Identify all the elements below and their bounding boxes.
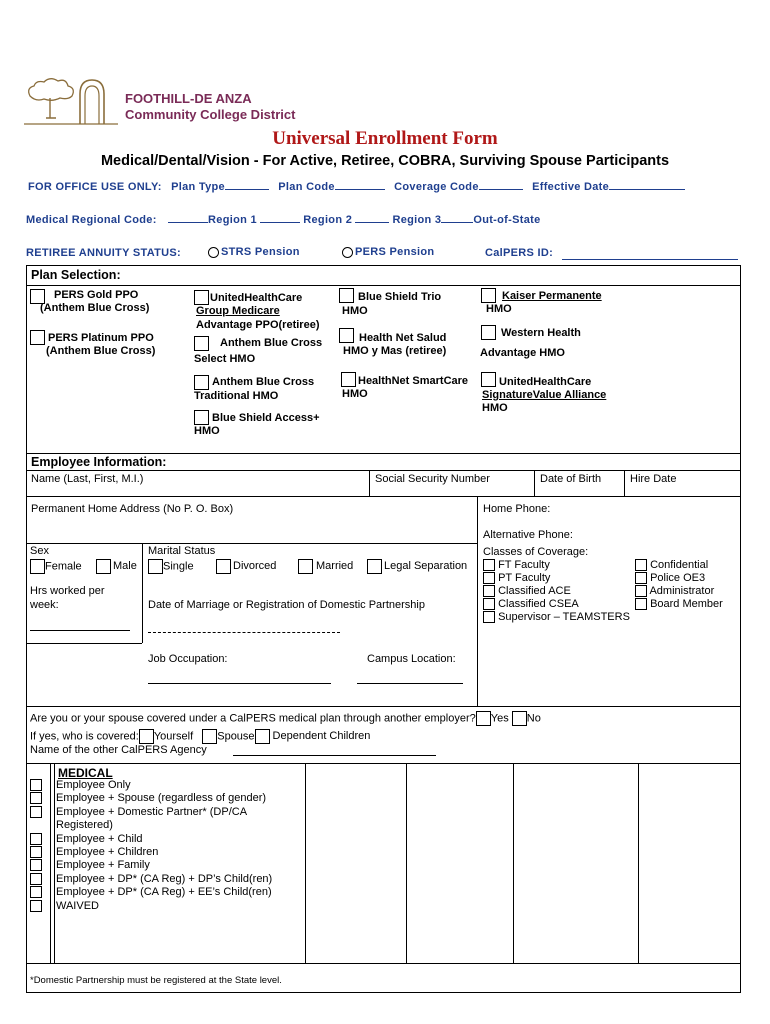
class-item[interactable] xyxy=(635,585,723,598)
hire-date-field-label[interactable]: Hire Date xyxy=(630,473,677,485)
job-occupation-line[interactable] xyxy=(148,683,331,684)
medical-checkbox[interactable] xyxy=(30,792,42,804)
anthem-traditional-checkbox[interactable] xyxy=(194,375,209,390)
classes-label: Classes of Coverage: xyxy=(483,546,589,558)
bs-access-label-1: Blue Shield Access+ xyxy=(212,412,320,424)
spouse-checkbox[interactable] xyxy=(202,729,217,744)
regional-row xyxy=(26,214,541,226)
pers-platinum-label: PERS Platinum PPO xyxy=(48,332,154,344)
logo-line-2: Community College District xyxy=(125,107,296,122)
office-label: FOR OFFICE USE ONLY: xyxy=(28,181,162,193)
uhc-signature-checkbox[interactable] xyxy=(481,372,496,387)
campus-location-label: Campus Location: xyxy=(367,653,456,665)
medical-item[interactable] xyxy=(30,886,272,899)
western-label-1: Western Health xyxy=(501,327,581,339)
strs-label: STRS Pension xyxy=(221,246,300,258)
uhc-medicare-checkbox[interactable] xyxy=(194,290,209,305)
pers-option[interactable] xyxy=(342,246,434,258)
dependent-label: Dependent Children xyxy=(272,730,371,743)
yes-checkbox[interactable] xyxy=(476,711,491,726)
class-checkbox[interactable] xyxy=(635,598,647,610)
single-option[interactable] xyxy=(148,559,194,574)
tree-arch-logo-icon xyxy=(22,74,122,130)
region-2: Region 2 xyxy=(303,214,353,226)
class-label: Administrator xyxy=(649,585,715,597)
medical-checkbox[interactable] xyxy=(30,846,42,858)
plan-type-label: Plan Type xyxy=(171,181,225,193)
medical-item-label: WAIVED xyxy=(56,899,99,912)
medical-item-label: Employee + Children xyxy=(56,845,159,858)
retiree-label: RETIREE ANNUITY STATUS: xyxy=(26,247,181,259)
logo-line-1: FOOTHILL-DE ANZA xyxy=(125,91,252,106)
coverage-code-label: Coverage Code xyxy=(394,181,479,193)
spouse-label: Spouse xyxy=(217,730,255,743)
district-logo xyxy=(22,74,122,130)
dob-field-label[interactable]: Date of Birth xyxy=(540,473,602,485)
footnote: *Domestic Partnership must be registered at the State level. xyxy=(30,975,282,986)
class-item[interactable] xyxy=(483,598,630,611)
effective-date-label: Effective Date xyxy=(532,181,610,193)
male-option[interactable] xyxy=(96,559,137,574)
ssn-field-label[interactable]: Social Security Number xyxy=(375,473,490,485)
anthem-trad-label-2: Traditional HMO xyxy=(194,390,279,402)
uhc-sig-label-3: HMO xyxy=(482,402,508,414)
name-field-label[interactable]: Name (Last, First, M.I.) xyxy=(31,473,144,485)
marital-label: Marital Status xyxy=(148,545,216,557)
class-label: PT Faculty xyxy=(498,572,551,584)
health-net-salud-checkbox[interactable] xyxy=(339,328,354,343)
class-item[interactable] xyxy=(483,585,630,598)
kaiser-label-2: HMO xyxy=(486,303,512,315)
blue-shield-access-checkbox[interactable] xyxy=(194,410,209,425)
class-label: FT Faculty xyxy=(498,559,550,571)
employee-info-heading: Employee Information: xyxy=(31,455,167,469)
legal-separation-checkbox[interactable] xyxy=(367,559,382,574)
hn-salud-label-2: HMO y Mas (retiree) xyxy=(343,345,447,357)
married-label: Married xyxy=(316,560,354,573)
class-item[interactable] xyxy=(635,559,723,572)
class-label: Classified CSEA xyxy=(498,598,579,610)
pers-radio[interactable] xyxy=(342,247,353,258)
pers-platinum-checkbox[interactable] xyxy=(30,330,45,345)
marriage-date-line[interactable] xyxy=(148,632,340,633)
medical-checkbox[interactable] xyxy=(30,779,42,791)
kaiser-checkbox[interactable] xyxy=(481,288,496,303)
class-label: Classified ACE xyxy=(498,585,571,597)
pers-gold-label: PERS Gold PPO xyxy=(54,289,139,301)
hrs-input-line[interactable] xyxy=(30,630,130,631)
anthem-select-checkbox[interactable] xyxy=(194,336,209,351)
medical-item xyxy=(30,819,272,832)
single-checkbox[interactable] xyxy=(148,559,163,574)
hn-smart-label-1: HealthNet SmartCare xyxy=(358,375,469,387)
class-label: Police OE3 xyxy=(650,572,706,584)
class-item[interactable] xyxy=(483,572,630,585)
no-checkbox[interactable] xyxy=(512,711,527,726)
out-of-state: Out-of-State xyxy=(473,214,541,226)
campus-location-line[interactable] xyxy=(357,683,463,684)
medical-item-label: Employee + Domestic Partner* (DP/CA xyxy=(56,805,248,818)
medical-heading: MEDICAL xyxy=(58,766,113,780)
medical-checkbox[interactable] xyxy=(30,833,42,845)
calpers-id-label: CalPERS ID: xyxy=(485,247,554,259)
class-checkbox[interactable] xyxy=(483,611,495,623)
class-checkbox[interactable] xyxy=(483,585,495,597)
classes-right-list xyxy=(635,559,723,611)
medical-list xyxy=(30,779,272,913)
class-checkbox[interactable] xyxy=(635,572,647,584)
home-phone-label[interactable]: Home Phone: xyxy=(483,503,551,515)
medical-item[interactable] xyxy=(30,846,272,859)
medical-item[interactable] xyxy=(30,792,272,805)
class-checkbox[interactable] xyxy=(483,598,495,610)
uhc-label-2: Group Medicare xyxy=(196,305,280,317)
medical-item[interactable] xyxy=(30,779,272,792)
calpers-question-row xyxy=(30,711,541,726)
sex-label: Sex xyxy=(30,545,49,557)
if-yes-row xyxy=(30,729,370,744)
hn-salud-label-1: Health Net Salud xyxy=(359,332,447,344)
medical-item-label: Employee Only xyxy=(56,779,131,791)
medical-item[interactable] xyxy=(30,859,272,872)
region-1: Region 1 xyxy=(208,214,257,226)
female-checkbox[interactable] xyxy=(30,559,45,574)
regional-label: Medical Regional Code: xyxy=(26,214,157,226)
medical-item-label: Employee + Family xyxy=(56,859,150,872)
bs-trio-label-2: HMO xyxy=(342,305,368,317)
classes-left-list xyxy=(483,559,630,624)
bs-access-label-2: HMO xyxy=(194,425,220,437)
uhc-label-3: Advantage PPO(retiree) xyxy=(196,319,320,331)
office-use-row xyxy=(28,181,685,193)
plan-selection-heading: Plan Selection: xyxy=(31,268,121,282)
divorced-checkbox[interactable] xyxy=(216,559,231,574)
address-field-label[interactable]: Permanent Home Address (No P. O. Box) xyxy=(31,503,234,515)
medical-item[interactable] xyxy=(30,900,272,913)
medical-checkbox[interactable] xyxy=(30,873,42,885)
divorced-label: Divorced xyxy=(233,560,277,573)
yes-label: Yes xyxy=(490,712,509,725)
other-agency-label: Name of the other CalPERS Agency xyxy=(30,744,207,756)
legal-separation-label: Legal Separation xyxy=(384,560,468,573)
married-option[interactable] xyxy=(298,559,353,574)
other-agency-line[interactable] xyxy=(233,755,436,756)
calpers-id-line[interactable] xyxy=(562,259,738,260)
class-label: Supervisor – TEAMSTERS xyxy=(498,611,630,623)
female-label: Female xyxy=(45,560,82,573)
medical-item[interactable] xyxy=(30,806,272,819)
class-checkbox[interactable] xyxy=(483,559,495,571)
form-title: Universal Enrollment Form xyxy=(272,128,498,149)
if-yes-label: If yes, who is covered: xyxy=(30,730,139,743)
medical-checkbox[interactable] xyxy=(30,806,42,818)
yourself-label: Yourself xyxy=(153,730,194,743)
pers-gold-sub: (Anthem Blue Cross) xyxy=(40,302,150,314)
medical-item-label: Employee + DP* (CA Reg) + DP’s Child(ren) xyxy=(56,872,273,885)
anthem-select-label-1: Anthem Blue Cross xyxy=(220,337,323,349)
pers-label: PERS Pension xyxy=(355,246,435,258)
no-label: No xyxy=(526,712,541,725)
strs-option[interactable] xyxy=(208,246,300,258)
dependent-checkbox[interactable] xyxy=(255,729,270,744)
form-subtitle: Medical/Dental/Vision - For Active, Retiree, COBRA, Surviving Spouse Participants xyxy=(100,153,670,169)
medical-item[interactable] xyxy=(30,833,272,846)
bs-trio-label-1: Blue Shield Trio xyxy=(358,291,442,303)
male-label: Male xyxy=(113,560,137,573)
male-checkbox[interactable] xyxy=(96,559,111,574)
uhc-sig-label-1: UnitedHealthCare xyxy=(499,376,592,388)
job-occupation-label: Job Occupation: xyxy=(148,653,228,665)
medical-item-label: Employee + Spouse (regardless of gender) xyxy=(56,792,267,805)
medical-item[interactable] xyxy=(30,873,272,886)
marriage-date-label: Date of Marriage or Registration of Domestic Partnership xyxy=(148,599,425,611)
plan-code-label: Plan Code xyxy=(278,181,335,193)
hrs-label-1: Hrs worked per xyxy=(30,585,105,597)
class-item[interactable] xyxy=(635,598,723,611)
uhc-label-1: UnitedHealthCare xyxy=(210,292,303,304)
class-label: Confidential xyxy=(650,559,709,571)
anthem-select-label-2: Select HMO xyxy=(194,353,256,365)
legal-separation-option[interactable] xyxy=(367,559,467,574)
medical-item-label: Employee + DP* (CA Reg) + EE’s Child(ren) xyxy=(56,886,272,899)
blue-shield-trio-checkbox[interactable] xyxy=(339,288,354,303)
uhc-sig-label-2: SignatureValue Alliance xyxy=(482,389,607,401)
medical-checkbox[interactable] xyxy=(30,859,42,871)
region-3: Region 3 xyxy=(392,214,442,226)
healthnet-smartcare-checkbox[interactable] xyxy=(341,372,356,387)
medical-item-label: Employee + Child xyxy=(56,832,143,845)
western-health-checkbox[interactable] xyxy=(481,325,496,340)
divorced-option[interactable] xyxy=(216,559,276,574)
class-checkbox[interactable] xyxy=(483,572,495,584)
hrs-label-2: week: xyxy=(30,599,59,611)
class-label: Board Member xyxy=(650,598,723,610)
alt-phone-label[interactable]: Alternative Phone: xyxy=(483,529,573,541)
female-option[interactable] xyxy=(30,559,82,574)
strs-radio[interactable] xyxy=(208,247,219,258)
class-item[interactable] xyxy=(483,559,630,572)
pers-platinum-sub: (Anthem Blue Cross) xyxy=(46,345,156,357)
anthem-trad-label-1: Anthem Blue Cross xyxy=(212,376,315,388)
medical-checkbox[interactable] xyxy=(30,886,42,898)
western-label-2: Advantage HMO xyxy=(480,347,565,359)
calpers-question: Are you or your spouse covered under a CalPERS medical plan through another employer? xyxy=(30,712,476,725)
yourself-checkbox[interactable] xyxy=(139,729,154,744)
hn-smart-label-2: HMO xyxy=(342,388,368,400)
class-item[interactable] xyxy=(635,572,723,585)
class-checkbox[interactable] xyxy=(635,559,647,571)
class-item[interactable] xyxy=(483,611,630,624)
single-label: Single xyxy=(163,560,194,573)
kaiser-label-1: Kaiser Permanente xyxy=(502,290,602,302)
medical-checkbox[interactable] xyxy=(30,900,42,912)
married-checkbox[interactable] xyxy=(298,559,313,574)
medical-item-label: Registered) xyxy=(56,819,113,832)
class-checkbox[interactable] xyxy=(635,585,647,597)
